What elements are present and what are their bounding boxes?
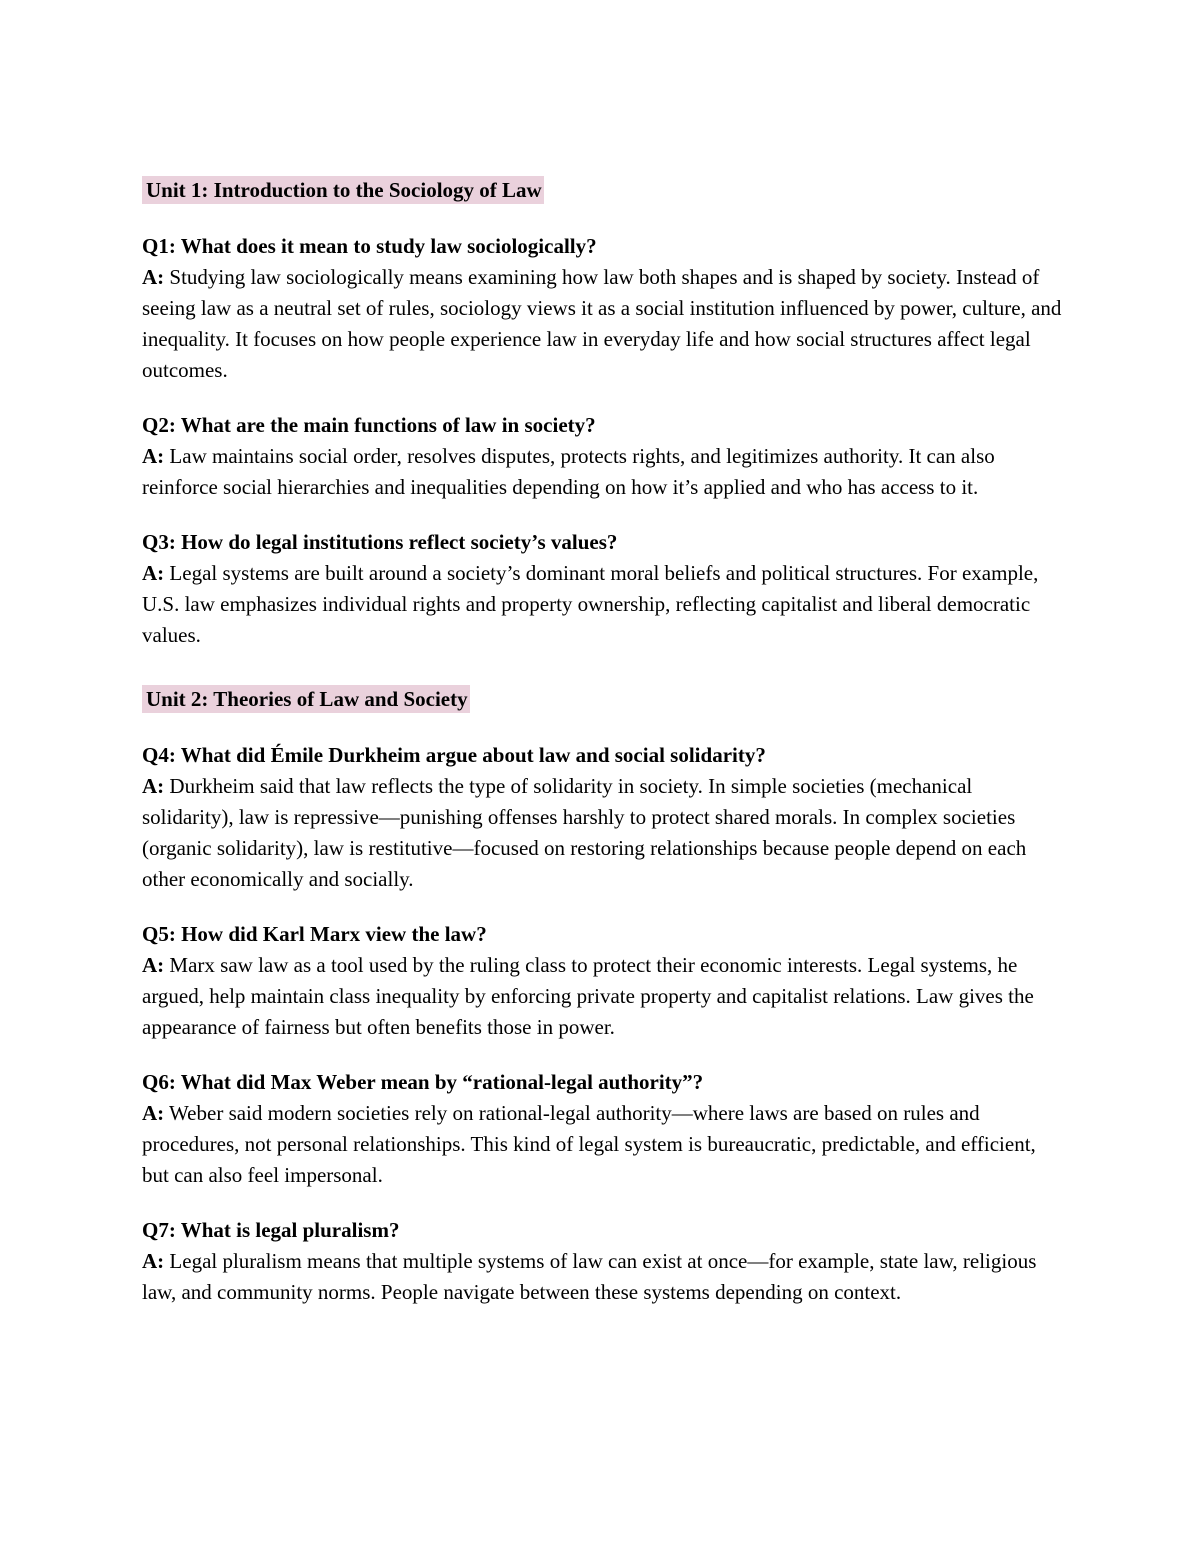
unit-heading: Unit 1: Introduction to the Sociology of Law xyxy=(142,176,544,204)
answer xyxy=(142,262,1062,386)
answer xyxy=(142,771,1062,895)
qa-item-q1 xyxy=(142,231,1062,386)
answer-label: A: xyxy=(142,265,165,289)
question: Q5: How did Karl Marx view the law? xyxy=(142,922,487,946)
answer-text: Durkheim said that law reflects the type of solidarity in society. In simple societies (mechanical solidarity), law is repressive—punishing offenses harshly to protect shared morals. In complex societies (organic solidarity), law is restitutive—focused on restoring relationships because people depend on each other economically and socially. xyxy=(142,774,1027,891)
qa-item-q7 xyxy=(142,1215,1062,1308)
answer-text: Weber said modern societies rely on rational-legal authority—where laws are based on rules and procedures, not personal relationships. This kind of legal system is bureaucratic, predictable, and efficient, but can also feel impersonal. xyxy=(142,1101,1036,1187)
qa-item-q5 xyxy=(142,919,1062,1043)
question: Q4: What did Émile Durkheim argue about law and social solidarity? xyxy=(142,743,766,767)
qa-item-q6 xyxy=(142,1067,1062,1191)
answer xyxy=(142,1098,1062,1191)
answer xyxy=(142,558,1062,651)
answer-label: A: xyxy=(142,444,165,468)
qa-item-q4 xyxy=(142,740,1062,895)
answer-label: A: xyxy=(142,561,165,585)
qa-item-q2 xyxy=(142,410,1062,503)
answer-label: A: xyxy=(142,774,165,798)
answer xyxy=(142,950,1062,1043)
question: Q3: How do legal institutions reflect society’s values? xyxy=(142,530,618,554)
answer-text: Marx saw law as a tool used by the ruling class to protect their economic interests. Legal systems, he argued, help maintain class inequality by enforcing private property and capitalist relations. Law gives the appearance of fairness but often benefits those in power. xyxy=(142,953,1034,1039)
question: Q7: What is legal pluralism? xyxy=(142,1218,400,1242)
answer-label: A: xyxy=(142,953,165,977)
document-body xyxy=(142,176,1062,1308)
answer xyxy=(142,441,1062,503)
answer-text: Law maintains social order, resolves disputes, protects rights, and legitimizes authority. It can also reinforce social hierarchies and inequalities depending on how it’s applied and who has access to it. xyxy=(142,444,995,499)
answer-label: A: xyxy=(142,1249,165,1273)
answer-label: A: xyxy=(142,1101,165,1125)
answer xyxy=(142,1246,1062,1308)
answer-text: Legal systems are built around a society’s dominant moral beliefs and political structures. For example, U.S. law emphasizes individual rights and property ownership, reflecting capitalist and liberal democratic values. xyxy=(142,561,1039,647)
question: Q2: What are the main functions of law in society? xyxy=(142,413,596,437)
qa-item-q3 xyxy=(142,527,1062,651)
answer-text: Studying law sociologically means examining how law both shapes and is shaped by society. Instead of seeing law as a neutral set of rules, sociology views it as a social institution influenced by power, culture, and inequality. It focuses on how people experience law in everyday life and how social structures affect legal outcomes. xyxy=(142,265,1062,382)
question: Q1: What does it mean to study law sociologically? xyxy=(142,234,597,258)
answer-text: Legal pluralism means that multiple systems of law can exist at once—for example, state law, religious law, and community norms. People navigate between these systems depending on context. xyxy=(142,1249,1037,1304)
question: Q6: What did Max Weber mean by “rational-legal authority”? xyxy=(142,1070,704,1094)
unit-1-heading-row xyxy=(142,176,1062,207)
unit-heading: Unit 2: Theories of Law and Society xyxy=(142,685,470,713)
unit-2-heading-row xyxy=(142,685,1062,716)
